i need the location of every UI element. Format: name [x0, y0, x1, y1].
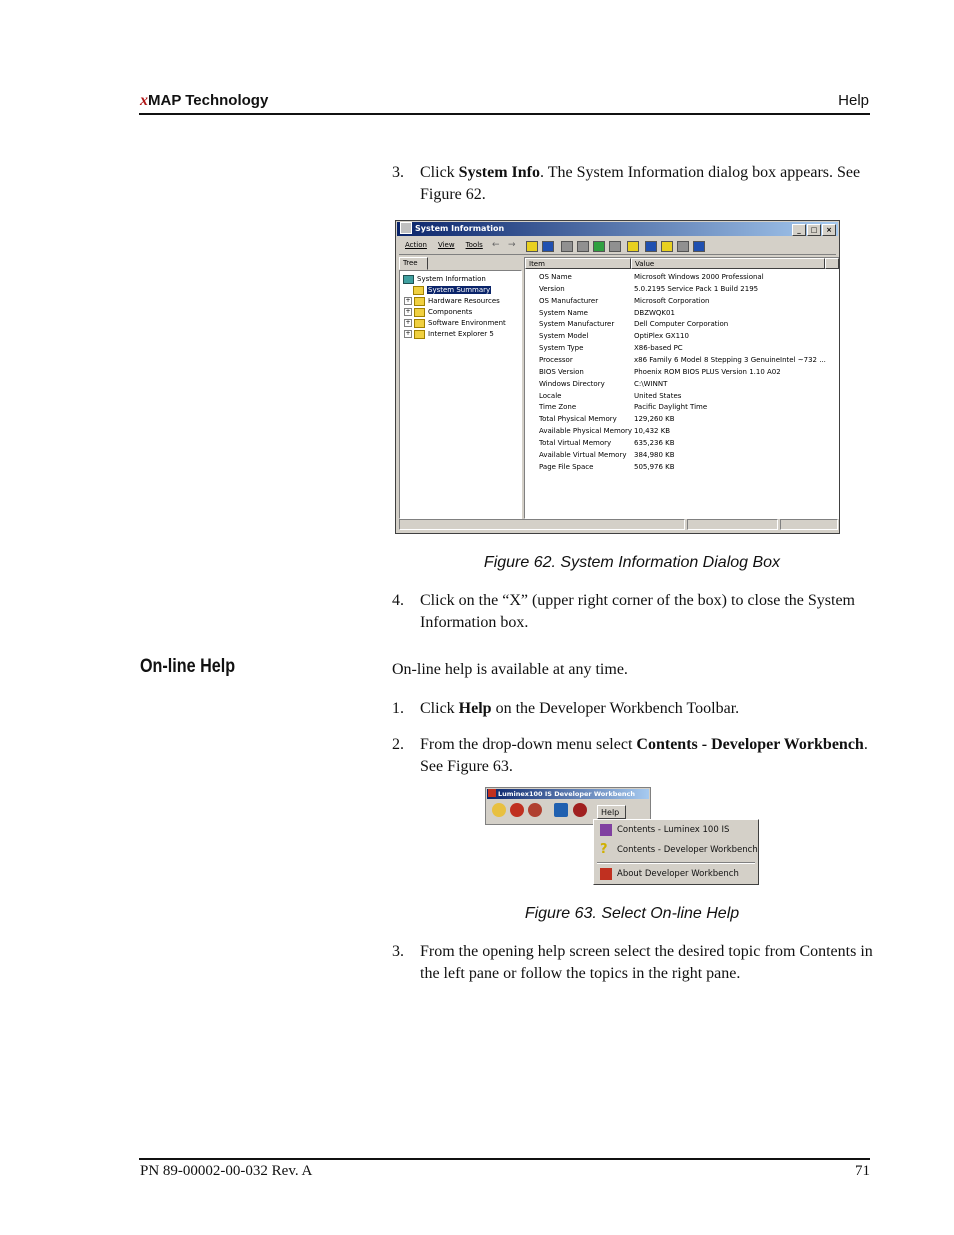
header-rule: [139, 113, 870, 115]
running-header-section: Help: [838, 92, 869, 109]
forward-arrow-icon[interactable]: →: [508, 240, 516, 250]
tree-item-components[interactable]: + Components: [405, 308, 473, 316]
window-toolbar: [399, 238, 836, 255]
expand-icon[interactable]: +: [405, 308, 411, 315]
row-item-value[interactable]: OptiPlex GX110: [634, 332, 689, 341]
view-icon[interactable]: [693, 241, 705, 252]
row-item-label[interactable]: OS Name: [539, 273, 572, 281]
row-item-label[interactable]: Total Virtual Memory: [539, 438, 612, 447]
system-information-window: [395, 220, 840, 534]
row-item-label[interactable]: Available Virtual Memory: [539, 450, 627, 459]
tool-icon[interactable]: [554, 803, 568, 817]
minimize-button[interactable]: _: [792, 224, 806, 236]
step-close-box: [392, 590, 882, 634]
wand-icon[interactable]: [528, 803, 542, 817]
row-item-label[interactable]: Time Zone: [539, 403, 577, 412]
section-intro: On-line help is available at any time.: [392, 661, 628, 678]
folder-icon: [414, 297, 425, 306]
help-menu-button[interactable]: Help: [597, 805, 626, 819]
expand-icon[interactable]: +: [405, 297, 411, 304]
column-header-value[interactable]: Value: [631, 258, 825, 269]
step-text: From the opening help screen select the desired topic from Contents in the left pane or follow the topics in the right pane.: [420, 943, 873, 982]
row-item-value[interactable]: x86 Family 6 Model 8 Stepping 3 GenuineIntel ~732 ...: [634, 355, 826, 364]
row-item-label[interactable]: Page File Space: [539, 462, 594, 471]
row-item-value[interactable]: 384,980 KB: [634, 450, 675, 459]
menu-item-about[interactable]: About Developer Workbench: [596, 865, 756, 883]
part-number: PN 89-00002-00-032 Rev. A: [140, 1163, 313, 1179]
row-item-value[interactable]: Dell Computer Corporation: [634, 320, 729, 329]
page-number: 71: [855, 1163, 870, 1179]
expand-icon[interactable]: +: [405, 330, 411, 337]
row-item-value[interactable]: Pacific Daylight Time: [634, 403, 708, 412]
status-panel: [780, 519, 838, 530]
tree-item-system-summary[interactable]: System Summary: [413, 285, 491, 295]
section-heading: On-line Help: [140, 656, 236, 677]
step-number: 2.: [392, 736, 404, 753]
open-icon[interactable]: [661, 241, 673, 252]
step-number: 1.: [392, 700, 404, 717]
refresh-icon[interactable]: [561, 241, 573, 252]
tree-item-system-information[interactable]: System Information: [403, 274, 486, 284]
maximize-button[interactable]: □: [807, 224, 821, 236]
tree-item-internet-explorer[interactable]: + Internet Explorer 5: [405, 330, 494, 338]
row-item-value[interactable]: 10,432 KB: [634, 427, 671, 436]
row-item-label[interactable]: System Name: [539, 308, 588, 317]
footer-rule: [139, 1158, 870, 1160]
row-item-label[interactable]: Processor: [539, 355, 573, 364]
export-icon[interactable]: [593, 241, 605, 252]
question-mark-icon: ?: [600, 842, 608, 857]
row-item-value[interactable]: 505,976 KB: [634, 462, 675, 471]
step-click-help: [392, 698, 882, 720]
row-item-label[interactable]: Version: [539, 284, 565, 293]
folder-icon: [414, 330, 425, 339]
menu-tools[interactable]: Tools: [465, 241, 483, 249]
system-info-icon: [400, 222, 412, 234]
details-list: [524, 257, 840, 519]
record-icon[interactable]: [573, 803, 587, 817]
properties-icon[interactable]: [609, 241, 621, 252]
expand-icon[interactable]: +: [405, 319, 411, 326]
tree-item-hardware-resources[interactable]: + Hardware Resources: [405, 297, 500, 305]
tree-pane: [399, 270, 522, 519]
row-item-value[interactable]: DBZWQK01: [634, 308, 675, 317]
brand-prefix: x: [140, 92, 148, 109]
save-icon[interactable]: [645, 241, 657, 252]
row-item-label[interactable]: Windows Directory: [539, 379, 605, 388]
figure-63-caption: Figure 63. Select On-line Help: [524, 905, 740, 922]
menu-item-contents-workbench[interactable]: ? Contents - Developer Workbench: [600, 842, 758, 857]
column-header-filler: [825, 258, 839, 269]
row-item-value[interactable]: Microsoft Windows 2000 Professional: [634, 273, 764, 281]
computer-icon: [403, 275, 414, 284]
up-folder-icon[interactable]: [526, 241, 538, 252]
workbench-titlebar[interactable]: Luminex100 IS Developer Workbench: [487, 789, 649, 799]
menu-item-contents-luminex[interactable]: Contents - Luminex 100 IS: [596, 821, 756, 839]
row-item-value[interactable]: 129,260 KB: [634, 415, 675, 424]
book-icon: [600, 824, 612, 836]
row-item-label[interactable]: System Type: [539, 344, 584, 353]
menu-action[interactable]: Action: [405, 241, 427, 249]
row-item-label[interactable]: Available Physical Memory: [539, 427, 633, 436]
row-item-value[interactable]: 5.0.2195 Service Pack 1 Build 2195: [634, 284, 759, 293]
about-icon: [600, 868, 612, 880]
tree-item-software-environment[interactable]: + Software Environment: [405, 319, 506, 327]
folder-icon: [414, 319, 425, 328]
row-item-value[interactable]: United States: [634, 391, 682, 400]
close-button[interactable]: ×: [822, 224, 836, 236]
column-header-item[interactable]: Item: [525, 258, 631, 269]
row-item-label[interactable]: System Manufacturer: [539, 320, 615, 329]
step-text: From the drop-down menu select Contents - Developer Workbench. See Figure 63.: [420, 736, 868, 775]
step-number: 4.: [392, 592, 404, 609]
window-title: System Information: [415, 224, 505, 233]
menu-separator: [597, 862, 755, 864]
folder-icon: [414, 308, 425, 317]
row-item-label[interactable]: Locale: [539, 391, 562, 400]
step-text: Click on the “X” (upper right corner of the box) to close the System Information box.: [420, 592, 855, 631]
figure-62-caption: Figure 62. System Information Dialog Box: [483, 554, 781, 571]
status-panel: [687, 519, 778, 530]
step-system-info: [392, 162, 882, 206]
step-text: Click Help on the Developer Workbench Toolbar.: [420, 700, 740, 717]
row-item-label[interactable]: OS Manufacturer: [539, 296, 599, 305]
status-panel: [399, 519, 685, 530]
run-icon[interactable]: [510, 803, 524, 817]
step-number: 3.: [392, 164, 404, 181]
help-icon[interactable]: [627, 241, 639, 252]
step-select-topic: [392, 941, 882, 985]
window-titlebar[interactable]: [397, 222, 838, 236]
step-select-contents: [392, 734, 882, 778]
step-text: Click System Info. The System Information dialog box appears. See Figure 62.: [420, 164, 861, 203]
show-hide-tree-icon[interactable]: [542, 241, 554, 252]
find-icon[interactable]: [677, 241, 689, 252]
running-header-title: [140, 92, 268, 110]
app-icon: [488, 789, 496, 797]
row-item-label[interactable]: System Model: [539, 332, 589, 341]
row-item-value[interactable]: C:\WINNT: [634, 379, 668, 388]
step-number: 3.: [392, 943, 404, 960]
row-item-value[interactable]: 635,236 KB: [634, 438, 675, 447]
tab-tree[interactable]: Tree: [399, 257, 428, 270]
menu-view[interactable]: View: [437, 241, 455, 249]
row-item-value[interactable]: Microsoft Corporation: [634, 296, 710, 305]
status-bar: [399, 519, 836, 531]
folder-icon: [413, 286, 424, 295]
print-icon[interactable]: [577, 241, 589, 252]
home-icon[interactable]: [492, 803, 506, 817]
brand-rest: MAP Technology: [148, 92, 269, 109]
back-arrow-icon[interactable]: ←: [492, 240, 500, 250]
row-item-label[interactable]: Total Physical Memory: [539, 415, 617, 424]
help-dropdown-menu: [593, 819, 759, 885]
row-item-value[interactable]: X86-based PC: [634, 344, 683, 353]
row-item-label[interactable]: BIOS Version: [539, 367, 584, 376]
row-item-value[interactable]: Phoenix ROM BIOS PLUS Version 1.10 A02: [634, 367, 781, 376]
